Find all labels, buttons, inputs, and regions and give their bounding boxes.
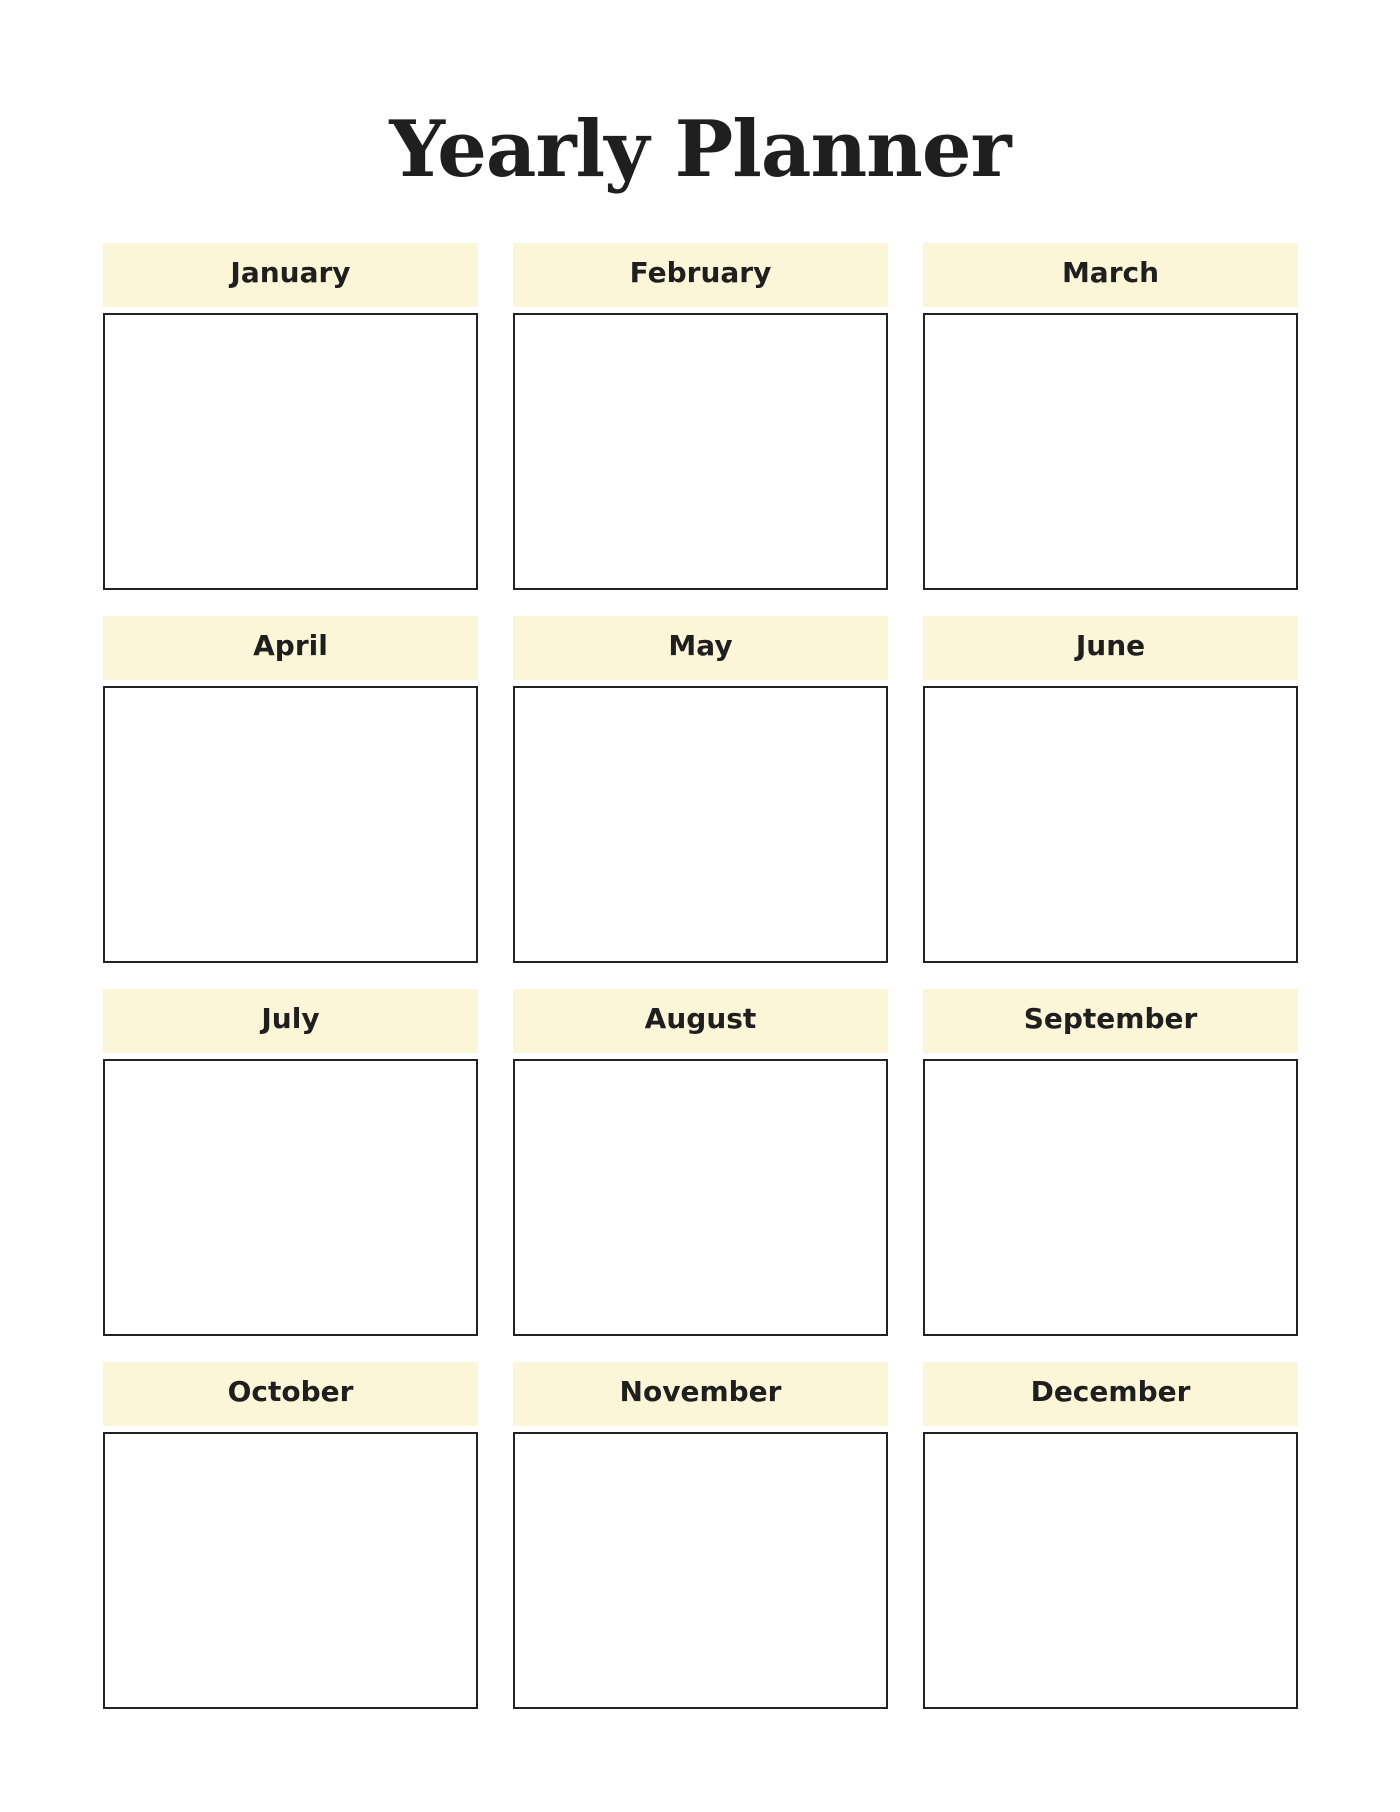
month-header: January [103, 243, 478, 307]
month-header: December [923, 1362, 1298, 1426]
month-header: February [513, 243, 888, 307]
month-notes-box[interactable] [513, 686, 888, 963]
month-notes-box[interactable] [513, 1059, 888, 1336]
month-header: April [103, 616, 478, 680]
month-notes-box[interactable] [513, 1432, 888, 1709]
page-title: Yearly Planner [389, 104, 1011, 195]
month-november [513, 1362, 888, 1709]
month-january [103, 243, 478, 590]
month-may [513, 616, 888, 963]
month-december [923, 1362, 1298, 1709]
month-notes-box[interactable] [103, 1059, 478, 1336]
month-header: September [923, 989, 1298, 1053]
month-june [923, 616, 1298, 963]
month-september [923, 989, 1298, 1336]
months-grid [103, 243, 1297, 1709]
month-april [103, 616, 478, 963]
month-notes-box[interactable] [103, 313, 478, 590]
month-header: July [103, 989, 478, 1053]
month-notes-box[interactable] [923, 686, 1298, 963]
month-july [103, 989, 478, 1336]
month-february [513, 243, 888, 590]
month-notes-box[interactable] [923, 1059, 1298, 1336]
month-march [923, 243, 1298, 590]
month-august [513, 989, 888, 1336]
month-notes-box[interactable] [923, 313, 1298, 590]
month-notes-box[interactable] [103, 1432, 478, 1709]
month-header: August [513, 989, 888, 1053]
month-header: May [513, 616, 888, 680]
month-notes-box[interactable] [923, 1432, 1298, 1709]
month-header: June [923, 616, 1298, 680]
month-header: October [103, 1362, 478, 1426]
month-notes-box[interactable] [513, 313, 888, 590]
month-header: November [513, 1362, 888, 1426]
month-notes-box[interactable] [103, 686, 478, 963]
month-header: March [923, 243, 1298, 307]
month-october [103, 1362, 478, 1709]
